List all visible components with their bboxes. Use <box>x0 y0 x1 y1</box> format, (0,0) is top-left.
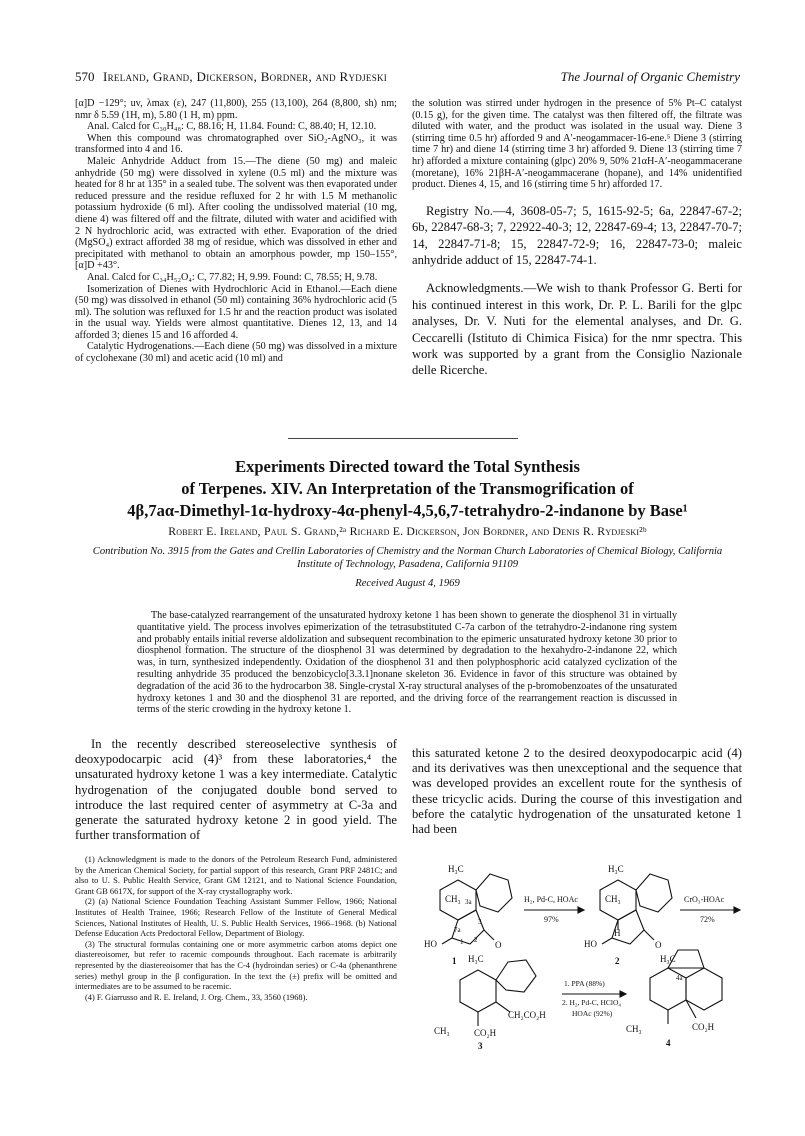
footnotes <box>75 855 397 1003</box>
paragraph: Isomerization of Dienes with Hydrochloric Acid in Ethanol.—Each diene (50 mg) was dissolved in ethanol (50 ml) containing 36% hydrochloric acid (5 ml). The solution was refluxed for 1.5 hr and the reaction product was isolated in the usual way. Yields were almost quantitative. Dienes 12, 13, and 14 afforded 3; dienes 15 and 16 afforded 4. <box>75 283 397 341</box>
article-title <box>75 456 740 522</box>
paragraph: [α]D −129°; uv, λmax (ε), 247 (11,800), 255 (13,100), 264 (8,800, sh) nm; nmr δ 5.59 (1H, m), 5.80 (1 H, m) ppm. <box>75 98 397 121</box>
label-ch3: CH₃ <box>445 894 461 904</box>
label-ch3: CH₃ <box>434 1026 450 1036</box>
label-pos-2: 2 <box>474 936 478 944</box>
contribution-note: Contribution No. 3915 from the Gates and Crellin Laboratories of Chemistry and the Norman Church Laboratories of Chemical Biology, California Institute of Technology, Pasadena, California 91109 <box>92 546 723 570</box>
header-authors: Ireland, Grand, Dickerson, Bordner, and Rydjeski <box>103 69 388 84</box>
registry-numbers: Registry No.—4, 3608-05-7; 5, 1615-92-5; 6a, 22847-67-2; 6b, 22847-68-3; 7, 22922-40-3; 12, 22847-69-4; 13, 22847-70-7; 14, 22847-71-8; 15, 22847-72-9; 16, 22847-73-0; maleic anhydride adduct of 15, 22847-74-1. <box>412 203 742 267</box>
label-co2h: CO₂H <box>692 1022 715 1032</box>
arrow3-step2-cont: HOAc (92%) <box>572 1009 613 1018</box>
label-ho: HO <box>584 939 597 949</box>
label-co2h: CO₂H <box>474 1028 497 1038</box>
arrow2-yield: 72% <box>700 915 715 924</box>
received-date: Received August 4, 1969 <box>355 578 460 589</box>
compound-label: 1 <box>452 956 457 966</box>
running-header <box>75 69 740 87</box>
title-line: 4β,7aα-Dimethyl-1α-hydroxy-4α-phenyl-4,5,6,7-tetrahydro-2-indanone by Base¹ <box>127 501 688 520</box>
paragraph: In the recently described stereoselective synthesis of deoxypodocarpic acid (4)³ from these laboratories,⁴ the unsaturated hydroxy ketone 1 was a key intermediate. Catalytic hydrogenation of the conjugated double bond served to introduce the last required center of asymmetry at C-3a and generate the saturated hydroxy ketone 2 in good yield. The further transformation of <box>75 737 397 843</box>
paragraph: Maleic Anhydride Adduct from 15.—The diene (50 mg) and maleic anhydride (50 mg) were dissolved in xylene (0.5 ml) and the mixture was heated for 8 hr at 135° in a sealed tube. The solvent was then evaporated under reduced pressure and the residue refluxed for 2 hr with 1.5 M methanolic potassium hydroxide (6 ml). After cooling the undissolved material (10 mg, diene 4) was filtered off and the filtrate, diluted with water and acidified with 2 N hydrochloric acid, was extracted with ether. Evaporation of the dried (MgSO₄) extract afforded 38 mg of residue, which was dissolved in ether and precipitated with methanol to obtain an amorphous powder, mp 150–155°, [α]D +43°. <box>75 155 397 272</box>
label-ch3: CH₃ <box>626 1024 642 1034</box>
label-o: O <box>655 940 662 950</box>
paragraph: Anal. Calcd for C₃₀H₄₈: C, 88.16; H, 11.84. Found: C, 88.40; H, 12.10. <box>87 121 377 133</box>
title-line: Experiments Directed toward the Total Synthesis <box>235 457 580 476</box>
arrow2-reagent: CrO₃-HOAc <box>684 895 725 904</box>
label-h: H <box>614 928 621 938</box>
body-left-column <box>75 737 397 843</box>
page-number: 570 <box>75 69 95 84</box>
acknowledgments: Acknowledgments.—We wish to thank Professor G. Berti for his continued interest in this work, Dr. P. L. Barili for the glpc analyses, Dr. V. Nuti for the elemental analyses, and Dr. G. Ceccarelli (Istituto di Chimica Fisica) for the nmr spectra. This work was supported by a grant from the Consiglio Nazionale delle Ricerche. <box>412 281 742 378</box>
label-4a: 4a <box>676 974 683 982</box>
previous-article-right-column <box>412 98 742 379</box>
arrow3-step2: 2. H₂, Pd-C, HClO₄ <box>562 998 621 1007</box>
label-h3c: H₃C <box>448 864 464 874</box>
abstract <box>137 610 677 716</box>
paragraph: When this compound was chromatographed over SiO₂-AgNO₃, it was transformed into 4 and 16. <box>75 132 397 156</box>
paragraph: the solution was stirred under hydrogen in the presence of 5% Pt–C catalyst (0.15 g), for the given time. The catalyst was then filtered off, the filtrate was diluted with water, and the product was isolated in the usual way. Diene 3 (stirring time 0.5 hr) afforded 9 and A′-neogammacer-16-ene.⁵ Diene 3 (stirring time 7 hr) and diene 14 (stirring time 3 hr) afforded 9. Diene 13 (stirring time 7 hr) afforded a mixture containing (glpc) 20% 9, 50% 21αH-A′-neogammacerane (moretane), 16% 21βH-A′-neogammacerane (hopane), and 14% unidentified product. Dienes 4, 15, and 16 (stirring time 5 hr) afforded 17. <box>412 98 742 191</box>
label-ho: HO <box>424 939 437 949</box>
scheme-drawing <box>412 852 742 1052</box>
label-pos-3: 3 <box>478 918 482 926</box>
paragraph: Catalytic Hydrogenations.—Each diene (50 mg) was dissolved in a mixture of cyclohexane (30 ml) and acetic acid (10 ml) and <box>75 341 397 365</box>
title-line: of Terpenes. XIV. An Interpretation of the Transmogrification of <box>181 479 634 498</box>
author-byline: Robert E. Ireland, Paul S. Grand,²ᵃ Richard E. Dickerson, Jon Bordner, and Denis R. Rydjeski²ᵇ <box>168 524 647 538</box>
label-3a: 3a <box>465 898 472 906</box>
previous-article-left-column <box>75 98 397 365</box>
label-h3c: H₃C <box>608 864 624 874</box>
compound-label: 4 <box>666 1038 671 1048</box>
abstract-text: The base-catalyzed rearrangement of the unsaturated hydroxy ketone 1 has been shown to generate the diosphenol 31 in virtually quantitative yield. The process involves epimerization of the tetrasubstituted C-7a carbon of the tetrahydro-2-indanone ring system and probably entails initial reverse aldolization and subsequent recombination to the epimeric unsaturated hydroxy ketone 30 prior to diosphenol formation. The structure of the diosphenol 31 was determined by degradation to the hexahydro-2-indanone 22, which was, in turn, synthesized independently. Oxidation of the diosphenol 31 and then polyphosphoric acid catalyzed cyclization of the resulting anhydride 35 produced the benzobicyclo[3.3.1]nonane skeleton 36. Evidence in favor of this structure was obtained by degradation of the acid 36 to the hydrocarbon 38. Single-crystal X-ray structural analyses of the p-bromobenzoates of the unsaturated hydroxy ketones 1 and 30 and the diosphenol 31 are reported, and the driving force of the rearrangement reaction is discussed in terms of the steric crowding in the hydroxy ketone 1. <box>137 610 677 716</box>
label-7a: 7a <box>454 926 461 934</box>
label-o: O <box>495 940 502 950</box>
compound-label: 3 <box>478 1041 483 1051</box>
label-ch2co2h: CH₂CO₂H <box>508 1010 546 1020</box>
footnote: (3) The structural formulas containing one or more asymmetric carbon atoms depict one diastereoisomer, but refer to racemic compounds throughout. Each racemate is arbitrarily represented by the diastereoisomer that has the C-4 (hydroindan series) or C-4a (phenanthrene series) methyl group in the β configuration. In the text the (±) prefix will be omitted and intermediates are to be assumed to be racemic. <box>75 939 397 992</box>
body-right-column <box>412 746 742 837</box>
label-h3c: H₃C <box>468 954 484 964</box>
divider <box>288 438 518 439</box>
paragraph: Anal. Calcd for C₃₄H₅₂O₄: C, 77.82; H, 9.99. Found: C, 78.55; H, 9.78. <box>87 271 378 283</box>
arrow3-step1: 1. PPA (88%) <box>564 979 605 988</box>
reaction-scheme <box>412 852 742 1052</box>
label-h3c: H₃C <box>660 954 676 964</box>
arrow1-reagent: H₂, Pd-C, HOAc <box>524 895 578 904</box>
footnote: (1) Acknowledgment is made to the donors of the Petroleum Research Fund, administered by the American Chemical Society, for partial support of this research, Grant PRF 2481C; and also to U. S. Public Health Service, Grant GM 12121, and to National Science Foundation, Grant GB 6617X, for support of the X-ray crystallography work. <box>75 855 397 896</box>
footnote: (2) (a) National Science Foundation Teaching Assistant Summer Fellow, 1966; National Institutes of Health Trainee, 1966; Research Fellow of the Institute of General Medical Sciences, National Institutes of Health, U. S. Public Health Services, 1966–1968. (b) National Defense Education Acts Predoctoral Fellow, Department of Biology. <box>75 897 397 939</box>
compound-label: 2 <box>615 956 620 966</box>
footnote: (4) F. Giarrusso and R. E. Ireland, J. Org. Chem., 33, 3560 (1968). <box>85 992 308 1002</box>
label-ch3: CH₃ <box>605 894 621 904</box>
label-pos-1: 1 <box>460 938 464 946</box>
paragraph: this saturated ketone 2 to the desired deoxypodocarpic acid (4) and its derivatives was then unexceptional and the sequence that was developed provides an excellent route for the synthesis of these tricyclic acids. During the course of this investigation and before the catalytic hydrogenation of the unsaturated ketone 1 had been <box>412 746 742 837</box>
arrow1-yield: 97% <box>544 915 559 924</box>
journal-name: The Journal of Organic Chemistry <box>560 69 740 84</box>
